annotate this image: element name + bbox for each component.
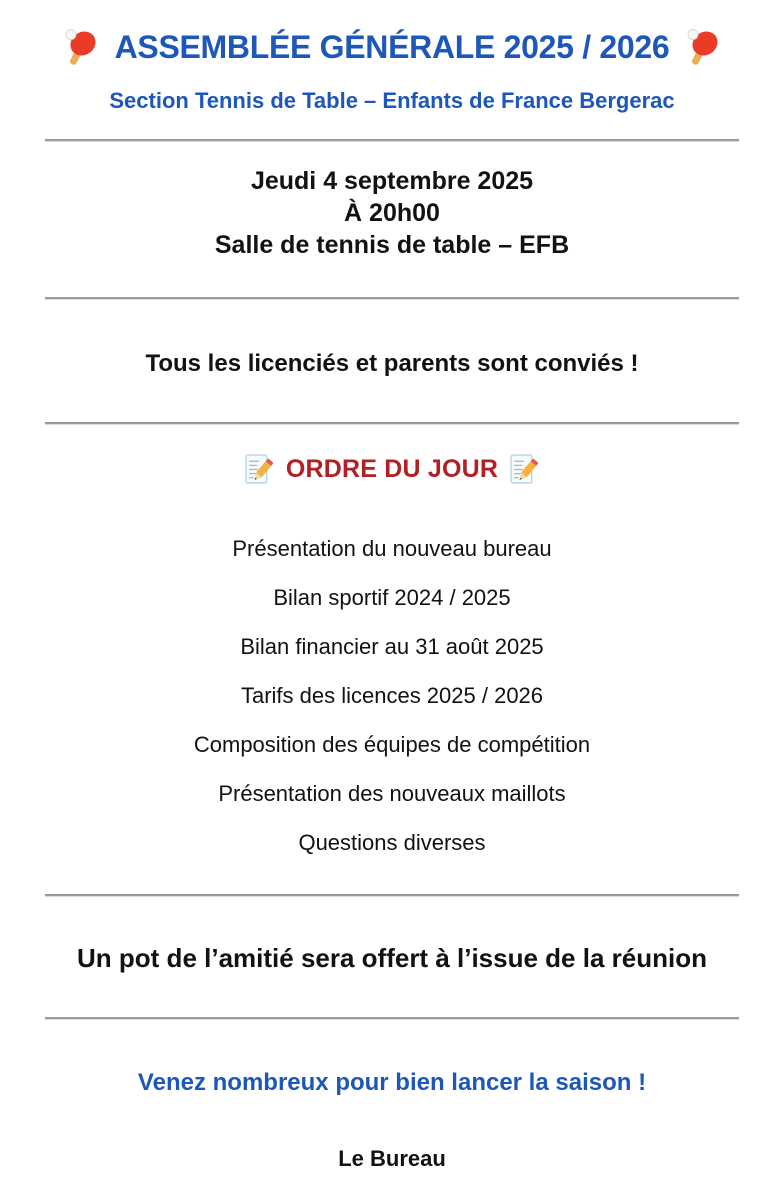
event-venue: Salle de tennis de table – EFB <box>214 231 570 259</box>
agenda-item: Composition des équipes de compétition <box>193 731 591 757</box>
divider <box>45 1017 739 1019</box>
call-to-action: Venez nombreux pour bien lancer la saison ! <box>137 1069 647 1096</box>
agenda-heading-row <box>45 448 739 490</box>
event-details <box>45 165 739 261</box>
agenda-item: Tarifs des licences 2025 / 2026 <box>240 682 544 708</box>
event-time: À 20h00 <box>344 199 440 227</box>
header <box>45 0 739 114</box>
agenda-item: Questions diverses <box>298 829 486 855</box>
page-subtitle: Section Tennis de Table – Enfants de France Bergerac <box>109 88 675 113</box>
agenda-item: Bilan financier au 31 août 2025 <box>240 633 544 659</box>
agenda-list <box>45 524 739 867</box>
ping-pong-paddle-icon <box>61 27 101 67</box>
memo-icon <box>510 453 539 486</box>
page-title: ASSEMBLÉE GÉNÉRALE 2025 / 2026 <box>114 28 670 65</box>
divider <box>45 894 739 896</box>
divider <box>45 297 739 299</box>
memo-icon <box>245 453 274 486</box>
agenda-item: Présentation des nouveaux maillots <box>218 780 566 806</box>
title-row <box>45 24 739 70</box>
ping-pong-paddle-icon <box>683 27 723 67</box>
signature: Le Bureau <box>338 1146 446 1171</box>
closing-note: Un pot de l’amitié sera offert à l’issue de la réunion <box>77 943 707 973</box>
agenda-item: Bilan sportif 2024 / 2025 <box>273 584 511 610</box>
agenda-heading: ORDRE DU JOUR <box>285 454 499 483</box>
event-date: Jeudi 4 septembre 2025 <box>250 167 534 195</box>
agenda-section <box>45 448 739 867</box>
divider <box>45 422 739 424</box>
divider <box>45 139 739 141</box>
invitation-line: Tous les licenciés et parents sont conviés ! <box>145 350 639 377</box>
agenda-item: Présentation du nouveau bureau <box>232 535 552 561</box>
